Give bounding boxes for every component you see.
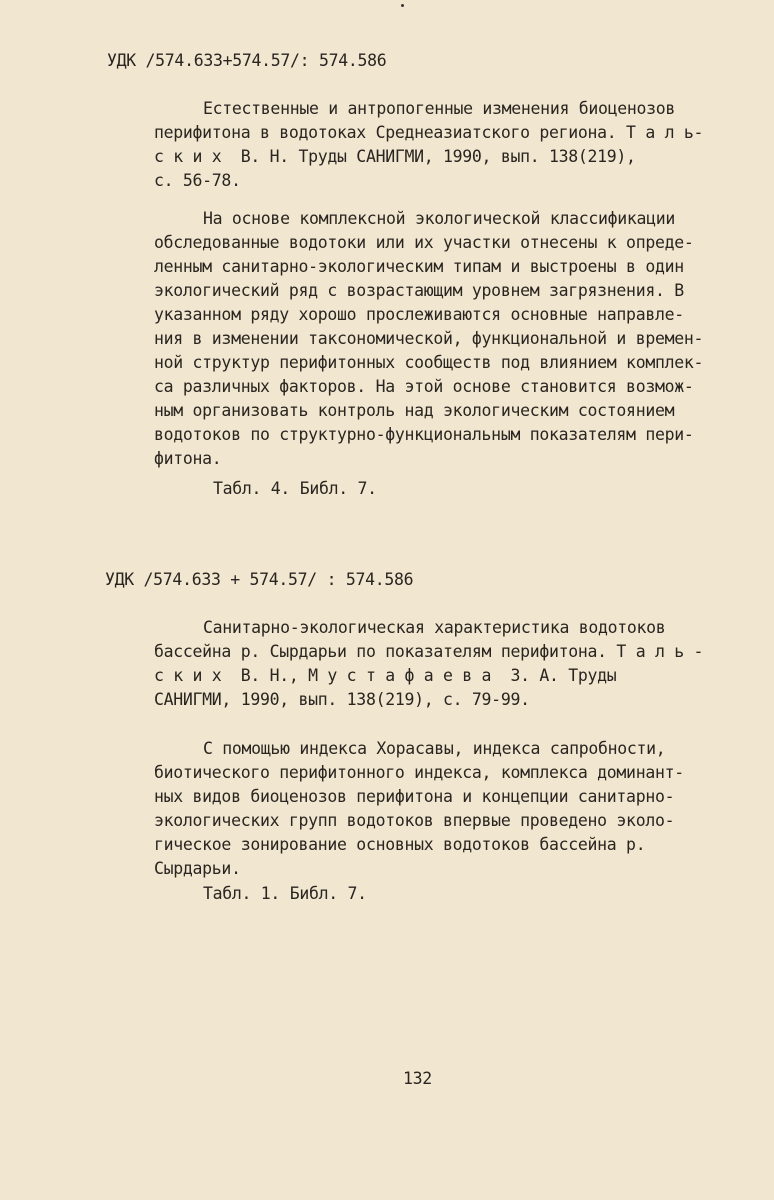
- entry-1-abstract-line: фитона.: [154, 449, 222, 468]
- entry-1-citation-line: с к и х В. Н. Труды САНИГМИ, 1990, вып. 138(219),: [154, 147, 636, 166]
- entry-1-abstract-line: экологический ряд с возрастающим уровнем загрязнения. В: [154, 281, 684, 300]
- entry-1-citation-line: перифитона в водотоках Среднеазиатского региона. Т а л ь-: [154, 123, 704, 142]
- entry-2-abstract-line: биотического перифитонного индекса, комплекса доминант-: [154, 763, 684, 782]
- entry-1-abstract-line: ной структур перифитонных сообществ под влиянием комплек-: [154, 353, 704, 372]
- entry-2-abstract-line: экологических групп водотоков впервые проведено эколо-: [154, 811, 675, 830]
- entry-1-abstract-line: указанном ряду хорошо прослеживаются основные направле-: [154, 305, 684, 324]
- entry-2-citation-line: САНИГМИ, 1990, вып. 138(219), с. 79-99.: [154, 690, 530, 709]
- entry-2-abstract-line: С помощью индекса Хорасавы, индекса сапробности,: [203, 739, 666, 758]
- entry-1-udc: УДК /574.633+574.57/: 574.586: [107, 51, 387, 70]
- entry-2-tables-bib: Табл. 1. Библ. 7.: [203, 884, 367, 903]
- entry-2-abstract-line: Сырдарьи.: [154, 859, 241, 878]
- entry-1-abstract-line: водотоков по структурно-функциональным показателям пери-: [154, 425, 694, 444]
- entry-1-abstract-line: ния в изменении таксономической, функциональной и времен-: [154, 329, 704, 348]
- entry-2-udc: УДК /574.633 + 574.57/ : 574.586: [105, 570, 414, 589]
- page-number: 132: [403, 1069, 432, 1088]
- entry-1-abstract-line: са различных факторов. На этой основе становится возмож-: [154, 377, 694, 396]
- entry-2-citation-line: Санитарно-экологическая характеристика водотоков: [203, 618, 666, 637]
- entry-2-abstract-line: гическое зонирование основных водотоков бассейна р.: [154, 835, 646, 854]
- entry-1-citation-line: Естественные и антропогенные изменения биоценозов: [203, 99, 676, 118]
- entry-2-abstract-line: ных видов биоценозов перифитона и концепции санитарно-: [154, 787, 675, 806]
- paper-speck: [401, 4, 404, 7]
- entry-2-citation-line: бассейна р. Сырдарьи по показателям перифитона. Т а л ь -: [154, 642, 704, 661]
- entry-1-tables-bib: Табл. 4. Библ. 7.: [213, 479, 377, 498]
- entry-1-citation-line: с. 56-78.: [154, 171, 241, 190]
- entry-1-abstract-line: ным организовать контроль над экологическим состоянием: [154, 401, 675, 420]
- entry-1-abstract-line: На основе комплексной экологической классификации: [203, 209, 676, 228]
- entry-1-abstract-line: обследованные водотоки или их участки отнесены к опреде-: [154, 233, 694, 252]
- entry-2-citation-line: с к и х В. Н., М у с т а ф а е в а З. А. Труды: [154, 666, 617, 685]
- entry-1-abstract-line: ленным санитарно-экологическим типам и выстроены в один: [154, 257, 684, 276]
